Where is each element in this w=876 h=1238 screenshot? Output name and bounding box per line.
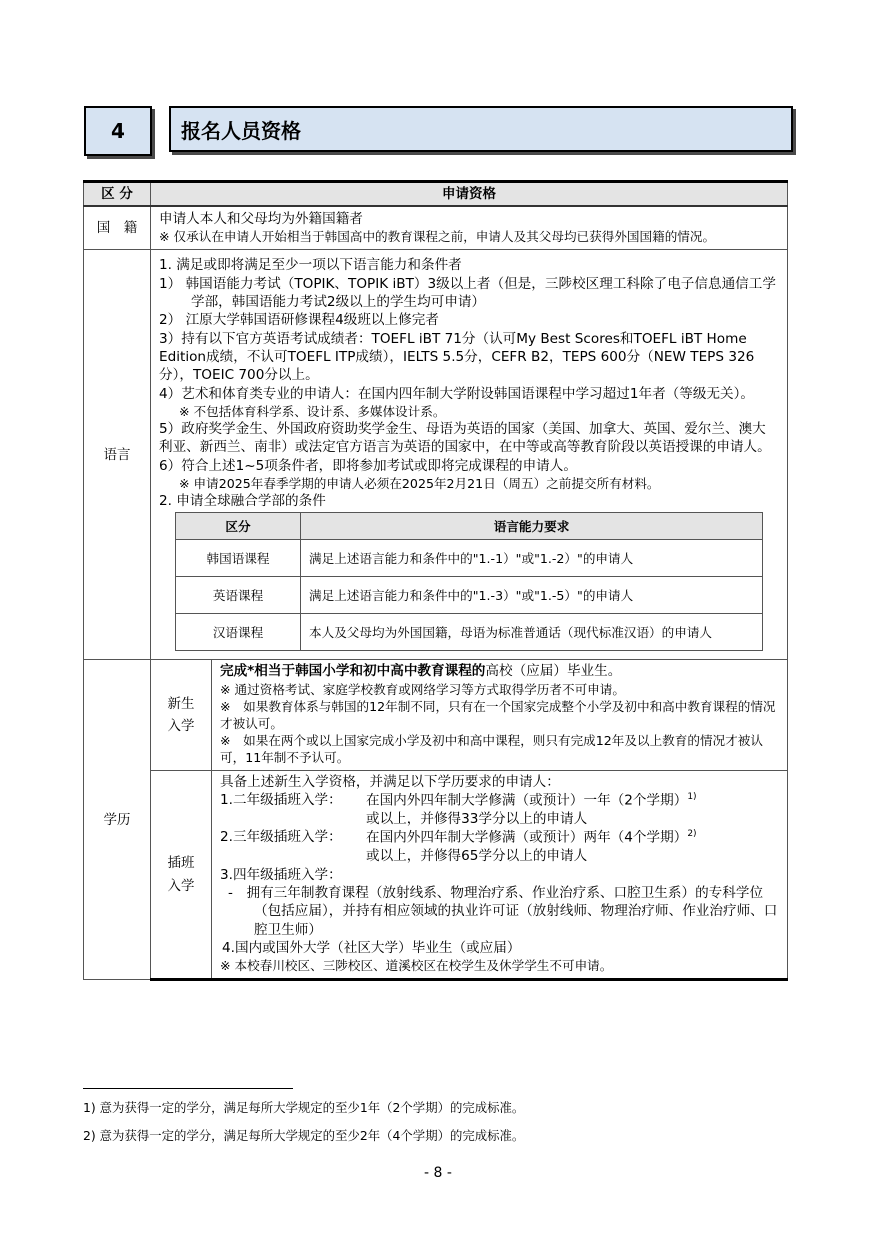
grade4-item2: 4.国内或国外大学（社区大学）毕业生（或应届）: [222, 939, 521, 956]
table-row-education-freshman: [84, 660, 788, 770]
language-item1-1: 1） 韩国语能力考试（TOPIK、TOPIK iBT）3级以上者（但是，三陟校区理工科除了电子信息通信工学学部，韩国语能力考试2级以上的学生均可申请）: [159, 275, 776, 311]
freshman-label: 新生入学: [167, 695, 195, 735]
grade2-text2: 或以上，并修得33学分以上的申请人: [366, 811, 588, 828]
footnote-2: 2) 意为获得一定的学分，满足每所大学规定的至少2年（4个学期）的完成标准。: [83, 1128, 525, 1143]
transfer-label: 插班入学: [167, 855, 195, 894]
footnote-ref-1: 1): [687, 792, 697, 803]
table-row-nationality: [84, 206, 788, 250]
freshman-requirement: [220, 662, 779, 680]
footnote-1: 1) 意为获得一定的学分，满足每所大学规定的至少1年（2个学期）的完成标准。: [83, 1100, 525, 1115]
transfer-grade3: [220, 828, 779, 865]
freshman-requirement-rest: 高校（应届）毕业生。: [485, 663, 622, 680]
language-item1-title: 1. 满足或即将满足至少一项以下语言能力和条件者: [159, 257, 462, 274]
nationality-requirement: 申请人本人和父母均为外籍国籍者: [159, 211, 363, 227]
table-header-row: [84, 182, 788, 207]
page-number: - 8 -: [424, 1165, 452, 1181]
header-category: 区 分: [84, 182, 151, 207]
subcategory-freshman: [151, 660, 212, 770]
table-row-education-transfer: [84, 770, 788, 980]
course-english: 英语课程: [176, 577, 301, 614]
transfer-intro: 具备上述新生入学资格，并满足以下学历要求的申请人：: [220, 773, 560, 790]
category-education: 学历: [84, 660, 151, 980]
language-item1-4-note: ※ 不包括体育科学系、设计系、多媒体设计系。: [179, 404, 446, 420]
transfer-note: ※ 本校春川校区、三陟校区、道溪校区在校学生及休学学生不可申请。: [220, 958, 613, 974]
eligibility-table: [83, 180, 788, 981]
inner-header-requirement: 语言能力要求: [301, 513, 763, 540]
freshman-note-2: ※ 如果教育体系与韩国的12年制不同，只有在一个国家完成整个小学及初中和高中教育课程的情况才被认可。: [220, 698, 776, 731]
table-row-language: [84, 250, 788, 660]
language-item1-2: 2） 江原大学韩国语研修课程4级班以上修完者: [159, 312, 439, 329]
freshman-note-3: ※ 如果在两个或以上国家完成小学及初中和高中课程，则只有完成12年及以上教育的情况才被认可，11年制不予认可。: [220, 732, 763, 765]
language-item1-4: 4）艺术和体育类专业的申请人：在国内四年制大学附设韩国语课程中学习超过1年者（等级无关）。: [159, 385, 755, 402]
footnote-divider: [83, 1088, 293, 1089]
language-requirements-table: [175, 512, 763, 651]
inner-header-category: 区分: [176, 513, 301, 540]
language-item2-title: 2. 申请全球融合学部的条件: [159, 493, 326, 510]
grade3-label: 2.三年级插班入学：: [220, 829, 342, 846]
grade4-item: - 拥有三年制教育课程（放射线系、物理治疗系、作业治疗系、口腔卫生系）的专科学位（包括应届），并持有相应领域的执业许可证（放射线师、物理治疗师、作业治疗师、口腔卫生师）: [228, 884, 778, 938]
footnote-ref-2: 2): [687, 829, 697, 840]
course-english-requirement: 满足上述语言能力和条件中的"1.-3）"或"1.-5）"的申请人: [301, 577, 763, 614]
header-requirements: 申请资格: [151, 182, 788, 207]
language-item1-6-note: ※ 申请2025年春季学期的申请人必须在2025年2月21日（周五）之前提交所有材料。: [179, 476, 660, 492]
language-item1-6: 6）符合上述1~5项条件者，即将参加考试或即将完成课程的申请人。: [159, 457, 577, 474]
freshman-requirement-bold: 完成*相当于韩国小学和初中高中教育课程的: [220, 663, 486, 680]
section-number: 4: [84, 106, 152, 156]
freshman-note-1: ※ 通过资格考试、家庭学校教育或网络学习等方式取得学历者不可申请。: [220, 681, 625, 697]
language-item1-5: 5）政府奖学金生、外国政府资助奖学金生、母语为英语的国家（美国、加拿大、英国、爱尔兰、澳大利亚、新西兰、南非）或法定官方语言为英语的国家中，在中等或高等教育阶段以英语授课的申请人。: [159, 421, 771, 456]
grade3-text: 在国内外四年制大学修满（或预计）两年（4个学期）: [366, 829, 688, 846]
course-korean-requirement: 满足上述语言能力和条件中的"1.-1）"或"1.-2）"的申请人: [301, 540, 763, 577]
category-language: 语言: [84, 250, 151, 660]
course-korean: 韩国语课程: [176, 540, 301, 577]
table-row: [176, 577, 763, 614]
section-title: 报名人员资格: [169, 106, 793, 152]
subcategory-transfer: [151, 770, 212, 980]
table-row: [176, 614, 763, 651]
course-chinese-requirement: 本人及父母均为外国国籍，母语为标准普通话（现代标准汉语）的申请人: [301, 614, 763, 651]
grade2-text: 在国内外四年制大学修满（或预计）一年（2个学期）: [366, 792, 688, 809]
language-item1-3: 3）持有以下官方英语考试成绩者：TOEFL iBT 71分（认可My Best Scores和TOEFL iBT Home Edition成绩，不认可TOEFL ITP成绩），IELTS 5.5分，CEFR B2，TEPS 600分（NEW TEPS 326分），TOEIC 700分以上。: [159, 330, 755, 384]
transfer-grade2: [220, 791, 779, 828]
grade2-label: 1.二年级插班入学：: [220, 792, 342, 809]
table-row: [176, 540, 763, 577]
nationality-note: ※ 仅承认在申请人开始相当于韩国高中的教育课程之前，申请人及其父母均已获得外国国籍的情况。: [159, 229, 716, 245]
category-nationality: 国 籍: [84, 206, 151, 250]
inner-header-row: [176, 513, 763, 540]
grade4-label: 3.四年级插班入学：: [220, 866, 342, 883]
course-chinese: 汉语课程: [176, 614, 301, 651]
grade3-text2: 或以上，并修得65学分以上的申请人: [366, 848, 588, 865]
